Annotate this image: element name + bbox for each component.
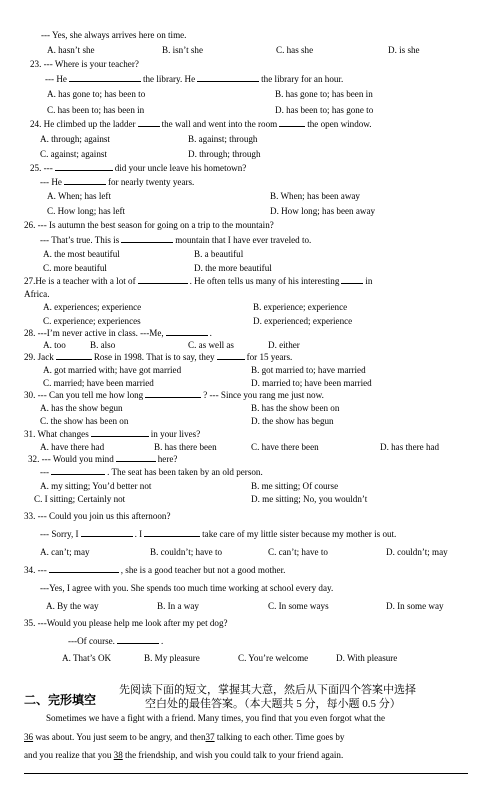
q25-blank-2[interactable]: [64, 176, 106, 185]
q30-option-b[interactable]: B. has the show been on: [251, 403, 340, 413]
q30-stem: 30. --- Can you tell me how long ? --- Since you rang me just now.: [24, 390, 324, 400]
section-title: 二、完形填空: [24, 693, 97, 707]
q34-option-a[interactable]: A. By the way: [46, 601, 99, 611]
q22-option-d[interactable]: D. is she: [388, 45, 420, 55]
q35-blank[interactable]: [117, 635, 159, 644]
q27-option-a[interactable]: A. experiences; experience: [43, 302, 142, 312]
q25-option-b[interactable]: B. When; has been away: [270, 191, 360, 201]
q29-blank-1[interactable]: [56, 351, 92, 360]
q23-option-c[interactable]: C. has been to; has been in: [47, 105, 145, 115]
q35-option-a[interactable]: A. That’s OK: [62, 653, 112, 663]
q28-stem: 28. ---I’m never active in class. ---Me, .: [24, 328, 212, 338]
q32-answer: --- . The seat has been taken by an old person.: [40, 467, 263, 477]
q30-option-d[interactable]: D. the show has begun: [251, 416, 334, 426]
q35-answer: ---Of course. .: [68, 636, 164, 646]
q23-blank-2[interactable]: [197, 73, 259, 82]
passage-line-2: 36 was about. You just seem to be angry, and then37 talking to each other. Time goes by: [24, 732, 345, 742]
q32-option-a[interactable]: A. my sitting; You’d better not: [40, 481, 152, 491]
q26-answer: --- That’s true. This is mountain that I have ever traveled to.: [40, 235, 312, 245]
q25-option-a[interactable]: A. When; has left: [47, 191, 111, 201]
q25-answer: --- He for nearly twenty years.: [40, 177, 195, 187]
instruction-line-2: 空白处的最佳答案。（本大题共 5 分，每小题 0.5 分）: [145, 698, 401, 710]
q27-stem: 27.He is a teacher with a lot of . He often tells us many of his interesting in: [24, 276, 373, 286]
q23-option-b[interactable]: B. has gone to; has been in: [275, 89, 373, 99]
q24-option-b[interactable]: B. against; through: [188, 134, 258, 144]
q28-option-a[interactable]: A. too: [43, 340, 66, 350]
q34-option-d[interactable]: D. In some way: [386, 601, 444, 611]
q27-blank-2[interactable]: [341, 275, 363, 284]
q22-dialog: --- Yes, she always arrives here on time.: [41, 30, 187, 40]
q30-option-c[interactable]: C. the show has been on: [40, 416, 129, 426]
q32-option-d[interactable]: D. me sitting; No, you wouldn’t: [251, 494, 368, 504]
q31-option-b[interactable]: B. has there been: [154, 442, 217, 452]
q27-option-b[interactable]: B. experience; experience: [253, 302, 348, 312]
q34-answer: ---Yes, I agree with you. She spends too much time working at school every day.: [40, 583, 334, 593]
q26-stem: 26. --- Is autumn the best season for going on a trip to the mountain?: [24, 220, 274, 230]
q22-option-a[interactable]: A. hasn’t she: [47, 45, 95, 55]
q27-option-c[interactable]: C. experience; experiences: [43, 316, 141, 326]
q22-option-c[interactable]: C. has she: [276, 45, 314, 55]
instruction-line-1: 先阅读下面的短文，掌握其大意，然后从下面四个答案中选择: [119, 684, 416, 696]
q29-blank-2[interactable]: [217, 351, 245, 360]
q23-blank-1[interactable]: [69, 73, 141, 82]
q31-option-a[interactable]: A. have there had: [40, 442, 105, 452]
blank-37[interactable]: 37: [205, 732, 215, 742]
q24-stem: 24. He climbed up the ladder the wall and went into the room the open window.: [30, 119, 372, 129]
q25-blank-1[interactable]: [55, 162, 113, 171]
q35-option-b[interactable]: B. My pleasure: [144, 653, 200, 663]
q23-option-a[interactable]: A. has gone to; has been to: [47, 89, 146, 99]
q29-stem: 29. Jack Rose in 1998. That is to say, they for 15 years.: [24, 352, 293, 362]
blank-36[interactable]: 36: [24, 732, 34, 742]
q35-option-c[interactable]: C. You’re welcome: [238, 653, 309, 663]
q33-blank-1[interactable]: [81, 528, 133, 537]
q33-answer: --- Sorry, I . I take care of my little sister because my mother is out.: [40, 529, 397, 539]
q25-option-c[interactable]: C. How long; has left: [47, 206, 126, 216]
q28-option-b[interactable]: B. also: [90, 340, 116, 350]
q33-option-b[interactable]: B. couldn’t; have to: [150, 547, 223, 557]
q34-blank[interactable]: [49, 564, 119, 573]
q34-option-b[interactable]: B. In a way: [157, 601, 199, 611]
q26-option-d[interactable]: D. the more beautiful: [194, 263, 272, 273]
q31-blank[interactable]: [91, 428, 149, 437]
q33-blank-2[interactable]: [144, 528, 200, 537]
q28-option-d[interactable]: D. either: [268, 340, 300, 350]
q33-option-a[interactable]: A. can’t; may: [40, 547, 90, 557]
q30-option-a[interactable]: A. has the show begun: [40, 403, 123, 413]
q27-blank-1[interactable]: [138, 275, 188, 284]
q27-stem-cont: Africa.: [24, 289, 50, 299]
q32-blank-1[interactable]: [116, 453, 156, 462]
q26-option-c[interactable]: C. more beautiful: [43, 263, 107, 273]
bottom-divider: [24, 773, 468, 774]
q24-option-a[interactable]: A. through; against: [40, 134, 110, 144]
q31-option-c[interactable]: C. have there been: [251, 442, 319, 452]
q33-option-d[interactable]: D. couldn’t; may: [386, 547, 448, 557]
blank-38[interactable]: 38: [113, 750, 123, 760]
q23-stem: 23. --- Where is your teacher?: [30, 59, 139, 69]
q33-option-c[interactable]: C. can’t; have to: [268, 547, 328, 557]
q29-option-a[interactable]: A. got married with; have got married: [43, 365, 182, 375]
q26-option-a[interactable]: A. the most beautiful: [43, 249, 120, 259]
q28-blank[interactable]: [166, 327, 208, 336]
q26-blank[interactable]: [121, 234, 173, 243]
q31-stem: 31. What changes in your lives?: [24, 429, 201, 439]
section-instructions: [119, 683, 471, 711]
q29-option-d[interactable]: D. married to; have been married: [251, 378, 372, 388]
q29-option-b[interactable]: B. got married to; have married: [251, 365, 366, 375]
q30-blank[interactable]: [145, 389, 201, 398]
q26-option-b[interactable]: B. a beautiful: [194, 249, 244, 259]
q32-stem: 32. --- Would you mind here?: [28, 454, 178, 464]
q22-option-b[interactable]: B. isn’t she: [162, 45, 204, 55]
q35-option-d[interactable]: D. With pleasure: [336, 653, 398, 663]
q23-answer: --- He the library. He the library for an hour.: [45, 74, 344, 84]
q32-blank-2[interactable]: [51, 466, 105, 475]
passage-line-3: and you realize that you 38 the friendship, and wish you could talk to your friend again.: [24, 750, 344, 760]
q24-blank-2[interactable]: [279, 118, 305, 127]
q25-option-d[interactable]: D. How long; has been away: [270, 206, 376, 216]
q31-option-d[interactable]: D. has there had: [380, 442, 440, 452]
q24-option-c[interactable]: C. against; against: [40, 149, 107, 159]
q34-option-c[interactable]: C. In some ways: [268, 601, 329, 611]
q24-blank-1[interactable]: [138, 118, 160, 127]
q33-stem: 33. --- Could you join us this afternoon?: [24, 511, 171, 521]
q23-option-d[interactable]: D. has been to; has gone to: [275, 105, 374, 115]
q28-option-c[interactable]: C. as well as: [188, 340, 234, 350]
q32-option-b[interactable]: B. me sitting; Of course: [251, 481, 339, 491]
q29-option-c[interactable]: C. married; have been married: [43, 378, 154, 388]
q24-option-d[interactable]: D. through; through: [188, 149, 261, 159]
q25-stem: 25. --- did your uncle leave his hometown?: [30, 163, 247, 173]
q27-option-d[interactable]: D. experienced; experience: [253, 316, 353, 326]
passage-line-1: Sometimes we have a fight with a friend. Many times, you find that you even forgot what the: [46, 713, 386, 723]
q32-option-c[interactable]: C. I sitting; Certainly not: [34, 494, 126, 504]
q35-stem: 35. ---Would you please help me look after my pet dog?: [24, 618, 228, 628]
q34-stem: 34. --- , she is a good teacher but not a good mother.: [24, 565, 286, 575]
